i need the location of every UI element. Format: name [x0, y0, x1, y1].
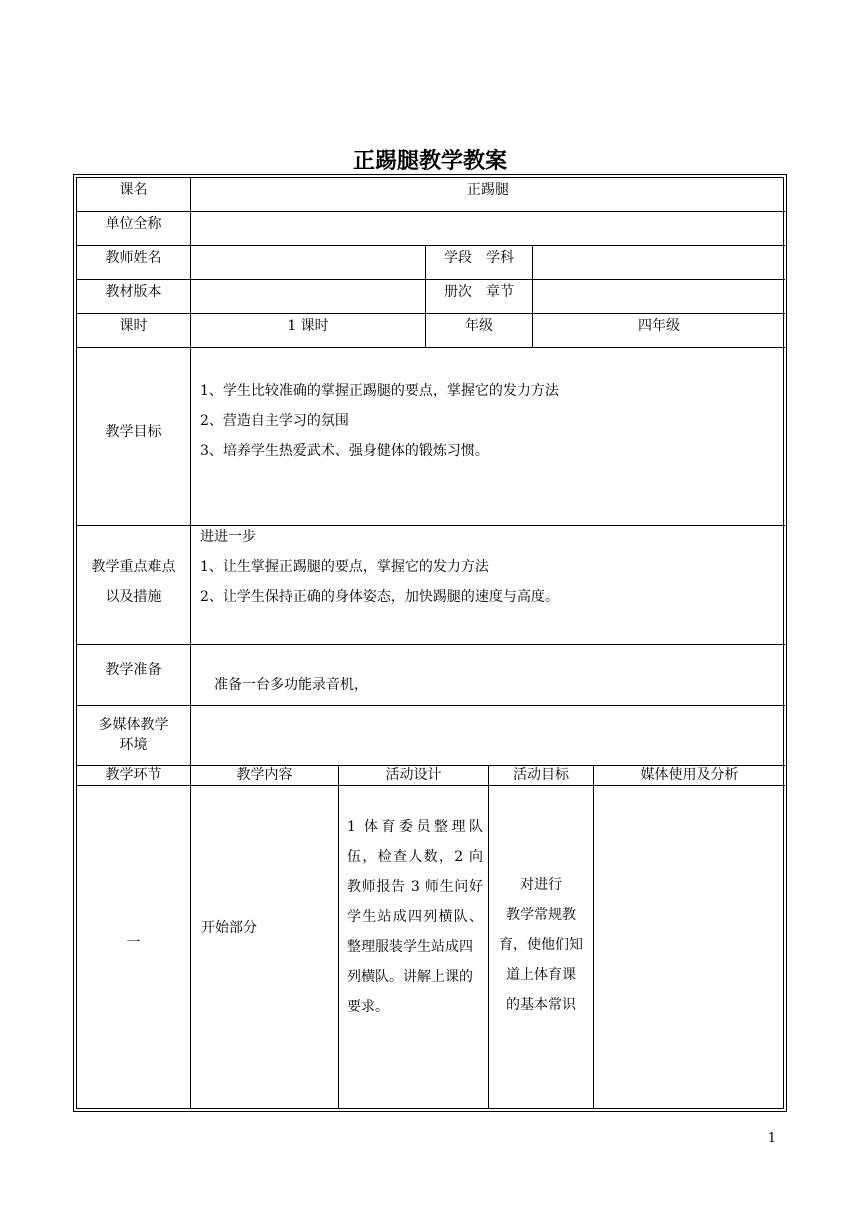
key-point-item: 2、让学生保持正确的身体姿态，加快踢腿的速度与高度。 — [200, 589, 559, 605]
class-hours-value: 1 课时 — [287, 318, 329, 334]
textbook-edition-label: 教材版本 — [105, 284, 162, 300]
objectives-label: 教学目标 — [105, 424, 162, 440]
process-goal-line: 对进行 — [520, 877, 562, 893]
header-activity: 活动设计 — [385, 767, 442, 783]
key-point-item: 进进一步 — [200, 529, 256, 545]
process-goal-line: 育，使他们知 — [499, 937, 583, 953]
process-activity-text: 1 体育委员整理队伍，检查人数，2 向教师报告 3 师生问好学生站成四列横队、整理服装学生站成四 — [347, 819, 483, 955]
unit-name-label: 单位全称 — [105, 216, 162, 232]
header-goal: 活动目标 — [513, 767, 569, 783]
course-name-label: 课名 — [119, 182, 148, 198]
key-points-label-line1: 教学重点难点 — [91, 559, 176, 575]
table-inner-border — [76, 177, 784, 1109]
preparation-value: 准备一台多功能录音机， — [214, 677, 368, 693]
class-hours-label: 课时 — [119, 318, 148, 334]
header-content: 教学内容 — [236, 767, 293, 783]
volume-chapter-label: 册次 章节 — [444, 284, 514, 300]
process-goal-line: 的基本常识 — [506, 997, 576, 1013]
key-points-list — [200, 522, 780, 612]
process-goal-line: 教学常规教 — [506, 907, 576, 923]
process-goal — [489, 870, 593, 1020]
process-content: 开始部分 — [201, 920, 257, 936]
stage-subject-label: 学段 学科 — [444, 250, 514, 266]
page-number: 1 — [767, 1131, 776, 1146]
process-activity — [347, 812, 483, 1022]
multimedia-label-line2: 环境 — [119, 737, 148, 753]
header-stage: 教学环节 — [105, 767, 162, 783]
multimedia-label-line1: 多媒体教学 — [98, 717, 169, 733]
lesson-plan-table — [73, 174, 787, 1112]
process-activity-tail2: 要求。 — [347, 999, 389, 1015]
key-points-label — [77, 552, 190, 612]
course-name-value: 正踢腿 — [467, 182, 509, 198]
key-point-item: 1、让生掌握正踢腿的要点，掌握它的发力方法 — [200, 559, 489, 575]
multimedia-label — [77, 715, 190, 755]
grade-value: 四年级 — [638, 318, 680, 334]
objectives-list — [200, 376, 780, 466]
document-title: 正踢腿教学教案 — [352, 149, 507, 174]
process-goal-line: 道上体育课 — [506, 967, 576, 983]
teacher-name-label: 教师姓名 — [105, 250, 162, 266]
process-activity-tail: 列横队。讲解上课的 — [347, 969, 473, 985]
key-points-label-line2: 以及措施 — [105, 589, 162, 605]
objective-item: 3、培养学生热爱武术、强身健体的锻炼习惯。 — [200, 443, 489, 459]
objective-item: 1、学生比较准确的掌握正踢腿的要点，掌握它的发力方法 — [200, 383, 559, 399]
preparation-label: 教学准备 — [105, 662, 162, 678]
header-media: 媒体使用及分析 — [640, 767, 739, 783]
grade-label: 年级 — [465, 318, 493, 334]
process-stage: 一 — [126, 935, 141, 951]
objective-item: 2、营造自主学习的氛围 — [200, 413, 349, 429]
